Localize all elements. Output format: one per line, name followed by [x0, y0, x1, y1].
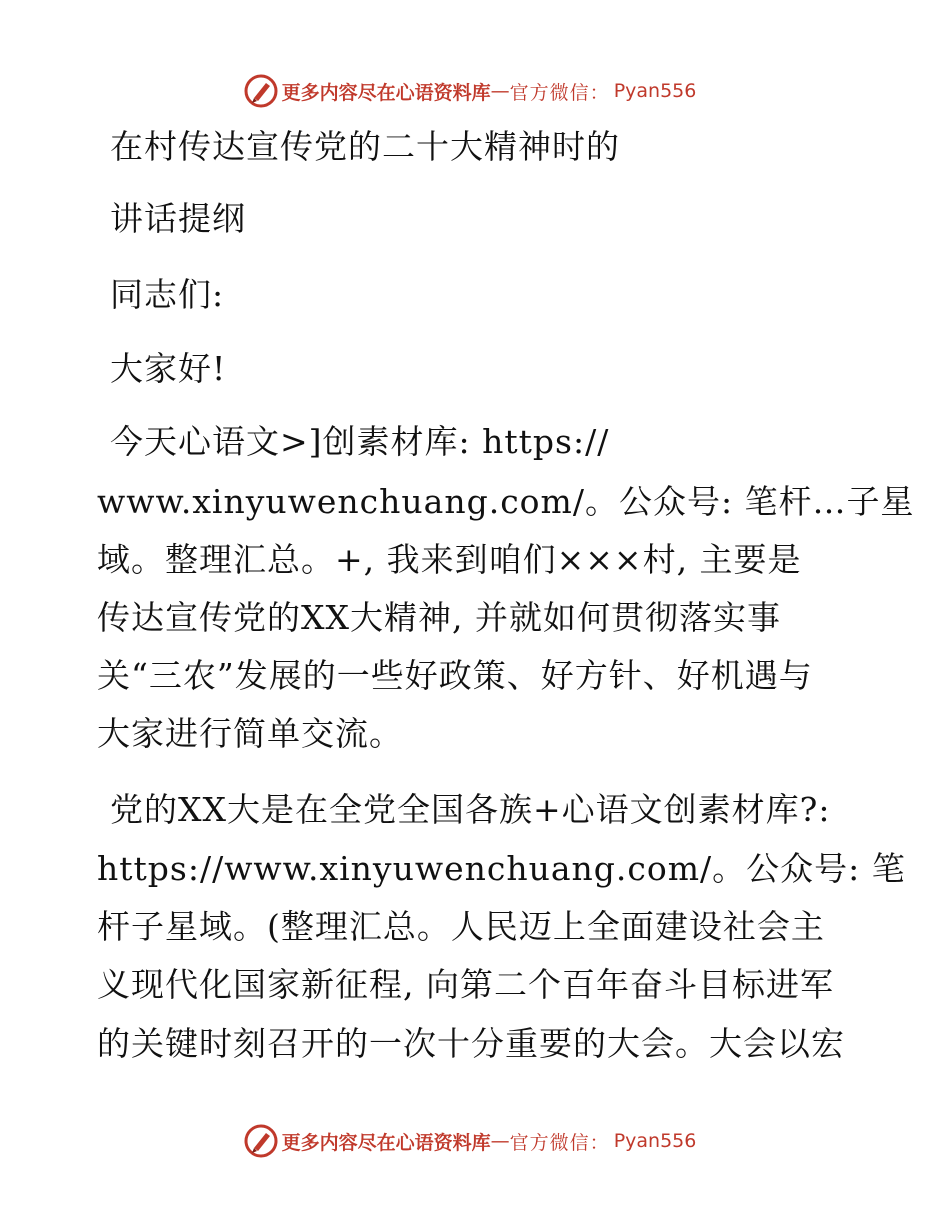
- greeting: 同志们:: [110, 275, 225, 314]
- title-line-1: 在村传达宣传党的二十大精神时的: [110, 127, 620, 166]
- paragraph-line: 大家进行简单交流。: [97, 714, 403, 753]
- title-line-2: 讲话提纲: [110, 199, 246, 238]
- banner-wechat-id: Pyan556: [613, 80, 697, 102]
- paragraph-line: 域。整理汇总。+, 我来到咱们×××村, 主要是: [97, 540, 802, 579]
- paragraph-line: 传达宣传党的XX大精神, 并就如何贯彻落实事: [97, 598, 781, 637]
- paragraph-line: 今天心语文>]创素材库: https://: [110, 422, 610, 461]
- paragraph-line: 义现代化国家新征程, 向第二个百年奋斗目标进军: [97, 965, 834, 1004]
- banner-dash: —: [490, 1130, 510, 1152]
- paragraph-line: https://www.xinyuwenchuang.com/。公众号: 笔: [97, 849, 906, 888]
- banner-wechat-id: Pyan556: [613, 1130, 697, 1152]
- paragraph-line: 杆子星域。(整理汇总。人民迈上全面建设社会主: [97, 907, 825, 946]
- paragraph-line: www.xinyuwenchuang.com/。公众号: 笔杆…子星: [97, 482, 915, 521]
- banner-wechat-label: 官方微信：: [509, 81, 610, 104]
- paragraph-line: 党的XX大是在全党全国各族+心语文创素材库?:: [110, 790, 831, 829]
- banner-dash: —: [490, 80, 510, 102]
- pen-logo-icon: [244, 74, 278, 108]
- header-banner: [0, 73, 950, 109]
- paragraph-line: 的关键时刻召开的一次十分重要的大会。大会以宏: [97, 1024, 845, 1063]
- hello-line: 大家好!: [110, 349, 227, 388]
- banner-wechat-label: 官方微信：: [509, 1131, 610, 1154]
- banner-title: 更多内容尽在心语资料库: [281, 1131, 491, 1154]
- footer-banner: [0, 1123, 950, 1159]
- paragraph-line: 关“三农”发展的一些好政策、好方针、好机遇与: [97, 656, 813, 695]
- pen-logo-icon: [244, 1124, 278, 1158]
- banner-title: 更多内容尽在心语资料库: [281, 81, 491, 104]
